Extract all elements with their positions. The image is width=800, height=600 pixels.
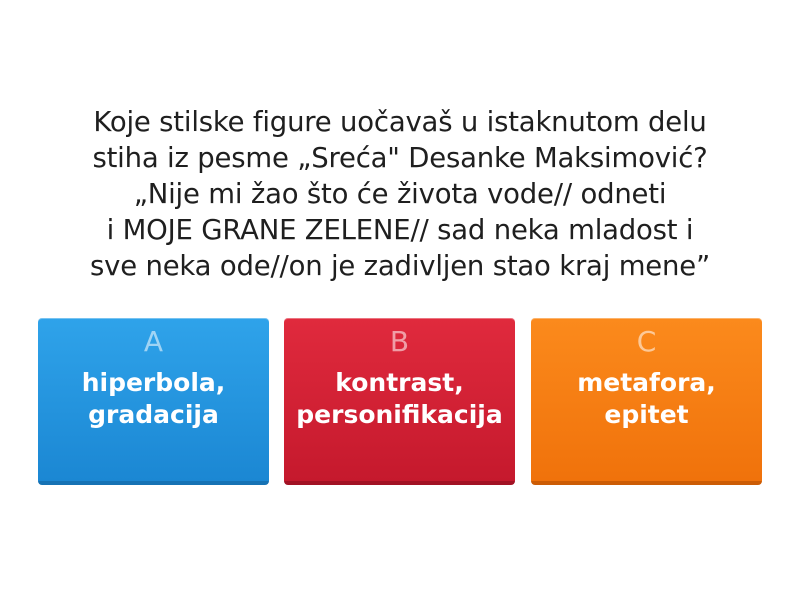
answer-label-line: gradacija — [88, 400, 219, 429]
question-line: Koje stilske figure uočavaš u istaknutom delu — [93, 106, 707, 138]
answer-letter: C — [636, 325, 657, 358]
question-line: „Nije mi žao što će života vode// odneti — [133, 178, 667, 210]
answer-label — [531, 367, 762, 431]
question-line: i MOJE GRANE ZELENE// sad neka mladost i — [106, 214, 694, 246]
answer-letter: B — [389, 325, 410, 358]
answer-letter: A — [143, 325, 164, 358]
answer-label — [284, 367, 515, 431]
question-line: sve neka ode//on je zadivljen stao kraj mene” — [90, 250, 710, 282]
answer-label-line: kontrast, — [335, 368, 464, 397]
answer-label-line: epitet — [604, 400, 689, 429]
answer-label-line: personifikacija — [296, 400, 503, 429]
answer-option-a[interactable] — [38, 318, 269, 485]
question-line: stiha iz pesme „Sreća" Desanke Maksimović? — [92, 142, 708, 174]
answer-option-c[interactable] — [531, 318, 762, 485]
answer-label — [38, 367, 269, 431]
answer-label-line: hiperbola, — [81, 368, 226, 397]
answer-option-b[interactable] — [284, 318, 515, 485]
answer-label-line: metafora, — [577, 368, 716, 397]
